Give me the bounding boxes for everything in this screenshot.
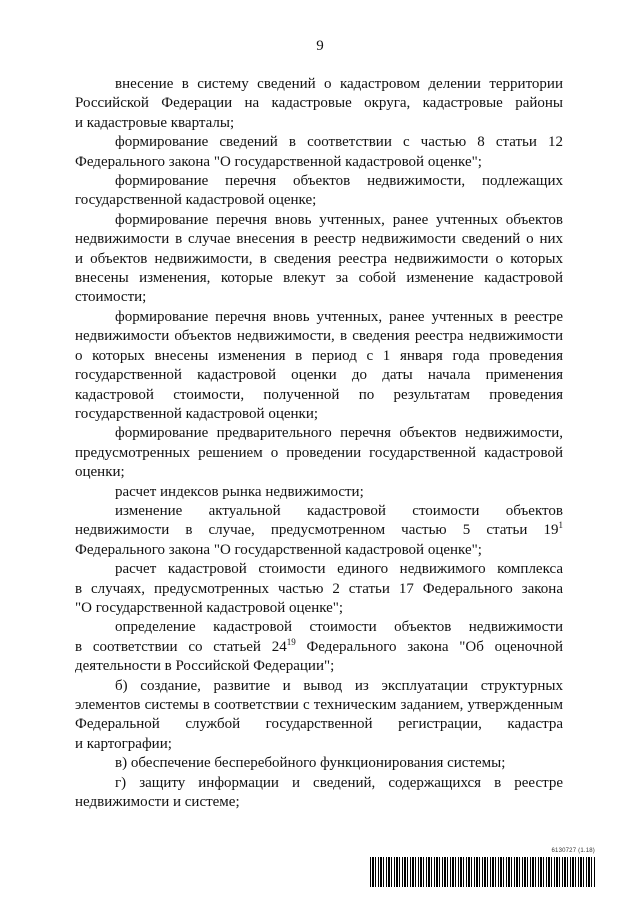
text-line: в случаях, предусмотренных частью 2 статьи 17 Федерального закона: [75, 580, 563, 597]
text-line: "О государственной кадастровой оценке";: [75, 599, 344, 616]
paragraph: [75, 754, 563, 773]
paragraph: [75, 618, 563, 676]
paragraph: [75, 211, 563, 308]
paragraph: [75, 424, 563, 482]
text-line: определение кадастровой стоимости объектов недвижимости: [115, 619, 563, 636]
text-line: [75, 521, 563, 540]
superscript: 19: [286, 636, 296, 647]
paragraph: [75, 133, 563, 172]
paragraph: [75, 774, 563, 813]
text-line: изменение актуальной кадастровой стоимости объектов: [115, 502, 563, 519]
text-line: предусмотренных решением о проведении государственной кадастровой: [75, 444, 563, 461]
text-line: расчет кадастровой стоимости единого недвижимого комплекса: [115, 561, 563, 578]
superscript: 1: [558, 520, 563, 531]
paragraph: [75, 75, 563, 133]
paragraph: [75, 483, 563, 502]
text-line: внесение в систему сведений о кадастровом делении территории: [115, 76, 563, 92]
text-line: г) защиту информации и сведений, содержащихся в реестре: [115, 774, 563, 791]
paragraph: [75, 172, 563, 211]
text-line: оценки;: [75, 464, 125, 481]
text-line: государственной кадастровой оценки;: [75, 405, 319, 422]
text-line: расчет индексов рынка недвижимости;: [115, 483, 364, 500]
page-number: 9: [316, 38, 324, 54]
paragraph: [75, 502, 563, 560]
document-footer: [370, 848, 595, 888]
document-body: [75, 75, 563, 812]
text-fragment: в соответствии со статьей 24: [75, 638, 287, 655]
text-fragment: недвижимости в случае, предусмотренном частью 5 статьи 19: [75, 522, 559, 539]
paragraph: [75, 308, 563, 424]
text-line: Федерального закона "О государственной кадастровой оценке";: [75, 153, 482, 170]
text-line: Российской Федерации на кадастровые округа, кадастровые районы: [75, 95, 563, 112]
text-line: формирование предварительного перечня объектов недвижимости,: [115, 425, 563, 442]
text-line: недвижимости в случае внесения в реестр недвижимости сведений о них: [75, 231, 563, 248]
text-line: и объектов недвижимости, в сведения реестра недвижимости о которых: [75, 250, 563, 267]
text-line: кадастровой стоимости, полученной по результатам проведения: [75, 386, 563, 403]
text-line: и картографии;: [75, 735, 172, 752]
paragraph: [75, 677, 563, 755]
text-line: формирование перечня вновь учтенных, ранее учтенных объектов: [115, 211, 563, 228]
text-line: государственной кадастровой оценки до даты начала применения: [75, 367, 563, 384]
text-line: б) создание, развитие и вывод из эксплуатации структурных: [115, 677, 563, 694]
text-fragment: Федерального закона "Об оценочной: [295, 638, 564, 655]
text-line: формирование перечня вновь учтенных, ранее учтенных в реестре: [115, 308, 563, 325]
text-line: формирование перечня объектов недвижимости, подлежащих: [115, 173, 563, 190]
text-line: формирование сведений в соответствии с частью 8 статьи 12: [115, 134, 563, 151]
document-code: 6130727 (1.18): [551, 848, 595, 854]
text-line: недвижимости объектов недвижимости, в сведения реестра недвижимости: [75, 328, 563, 345]
text-line: деятельности в Российской Федерации";: [75, 658, 335, 675]
text-line: внесены изменения, которые влекут за собой изменение кадастровой: [75, 270, 563, 287]
text-line: Федерального закона "О государственной кадастровой оценке";: [75, 541, 482, 558]
text-line: в) обеспечение бесперебойного функционирования системы;: [115, 755, 506, 772]
paragraph: [75, 560, 563, 618]
text-line: [75, 638, 563, 657]
text-line: государственной кадастровой оценке;: [75, 192, 317, 209]
text-line: и кадастровые кварталы;: [75, 114, 235, 131]
text-line: Федеральной службой государственной регистрации, кадастра: [75, 716, 563, 733]
text-line: о которых внесены изменения в период с 1 января года проведения: [75, 347, 563, 364]
text-line: элементов системы в соответствии с техническим заданием, утвержденным: [75, 697, 563, 713]
text-line: стоимости;: [75, 289, 147, 306]
text-line: недвижимости и системе;: [75, 794, 240, 811]
barcode-image: [370, 857, 595, 887]
